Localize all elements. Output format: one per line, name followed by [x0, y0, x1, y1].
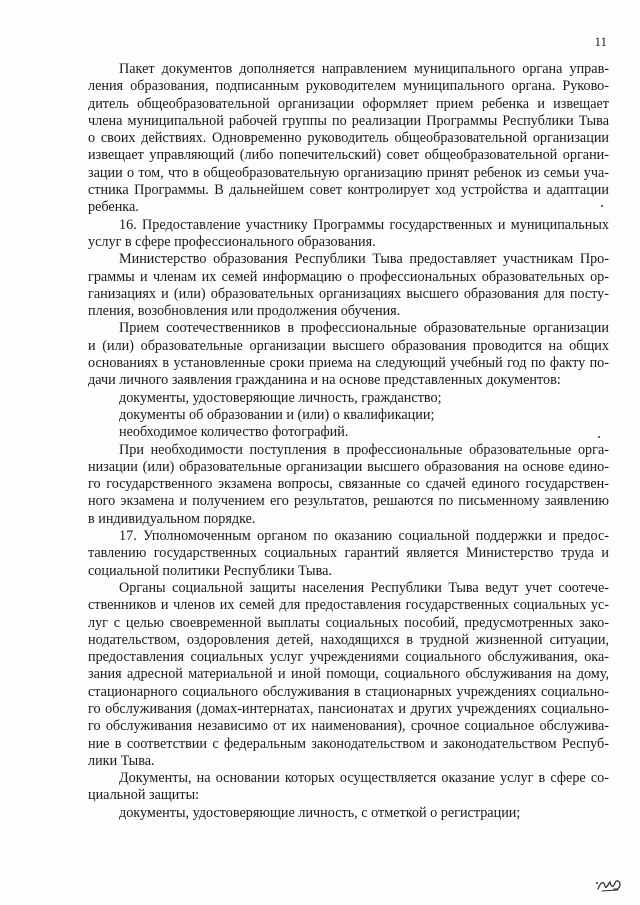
text-line: документы, удостоверяющие личность, с отметкой о регистрации;: [119, 804, 521, 821]
text-line: стационарного социального обслуживания в стационарных учреждениях социально-: [88, 683, 609, 700]
text-line: Органы социальной защиты населения Республики Тыва ведут учет соотече-: [119, 579, 609, 596]
text-line: граммы и членам их семей информацию о профессиональных образовательных ор-: [88, 268, 609, 285]
text-line: извещает управляющий (либо попечительский) совет общеобразовательной органи-: [88, 147, 609, 164]
text-line: Документы, на основании которых осуществляется оказание услуг в сфере со-: [119, 770, 609, 787]
text-line: Министерство образования Республики Тыва предоставляет участникам Про-: [119, 251, 609, 268]
text-line: При необходимости поступления в профессиональные образовательные орга-: [119, 441, 609, 458]
text-line: 16. Предоставление участнику Программы государственных и муниципальных: [119, 216, 609, 233]
text-line: 17. Уполномоченным органом по оказанию социальной поддержки и предос-: [119, 528, 609, 545]
text-line: члена муниципальной рабочей группы по реализации Программы Республики Тыва: [88, 112, 609, 129]
scan-speck: [598, 436, 600, 438]
text-line: социальной политики Республики Тыва.: [88, 562, 332, 579]
text-line: ственников и членов их семей для предоставления государственных социальных ус-: [88, 597, 609, 614]
text-line: о своих действиях. Одновременно руководитель общеобразовательной организации: [88, 130, 609, 147]
text-line: зации о том, что в общеобразовательную организацию принят ребенок из семьи уча-: [88, 164, 609, 181]
text-line: циальной защиты:: [88, 787, 200, 804]
text-line: предоставления социальных услуг учреждениями социального обслуживания, ока-: [88, 649, 609, 666]
text-line: го обслуживания (домах-интернатах, пансионатах и других учреждениях социально-: [88, 700, 609, 717]
text-line: необходимое количество фотографий.: [119, 424, 349, 441]
text-line: ние в соответствии с федеральным законодательством и законодательством Респуб-: [88, 735, 609, 752]
text-line: ления образования, подписанным руководителем муниципального органа. Руково-: [88, 78, 609, 95]
text-line: Прием соотечественников в профессиональные образовательные организации: [119, 320, 609, 337]
page-number: 11: [594, 34, 607, 49]
handwritten-mark: [596, 875, 624, 893]
text-line: ганизациях и (или) образовательных организациях высшего образования для посту-: [88, 285, 609, 302]
text-line: лики Тыва.: [88, 752, 155, 769]
text-line: ребенка.: [88, 199, 139, 216]
text-line: ного экзамена и получением его результатов, решаются по письменному заявлению: [88, 493, 609, 510]
text-line: зания адресной материальной и иной помощи, социального обслуживания на дому,: [88, 666, 609, 683]
text-line: тавлению государственных социальных гарантий является Министерство труда и: [88, 545, 609, 562]
text-line: Пакет документов дополняется направлением муниципального органа управ-: [119, 61, 609, 77]
text-line: в индивидуальном порядке.: [88, 510, 256, 527]
text-line: пления, возобновления или продолжения обучения.: [88, 303, 401, 320]
body-text: [88, 61, 609, 822]
text-line: низации (или) образовательные организации высшего образования на основе едино-: [88, 458, 609, 475]
text-line: го государственного экзамена вопросы, связанные со сдачей единого государствен-: [88, 476, 609, 493]
text-line: документы, удостоверяющие личность, гражданство;: [119, 389, 442, 406]
text-line: луг с целью своевременной выплаты социальных пособий, предусмотренных зако-: [88, 614, 609, 631]
text-line: и (или) образовательные организации высшего образования проводится на общих: [88, 337, 609, 354]
text-line: дитель общеобразовательной организации оформляет прием ребенка и извещает: [88, 95, 609, 112]
text-line: го обслуживания независимо от их наименования), срочное социальное обслужива-: [88, 718, 609, 735]
text-line: стника Программы. В дальнейшем совет контролирует ход устройства и адаптации: [88, 182, 609, 199]
text-line: дачи личного заявления гражданина и на основе представленных документов:: [88, 372, 561, 389]
text-line: нодательством, оздоровления детей, находящихся в трудной жизненной ситуации,: [88, 631, 609, 648]
text-line: документы об образовании и (или) о квалификации;: [119, 406, 435, 423]
text-line: услуг в сфере профессионального образования.: [88, 233, 376, 250]
text-line: основаниях в установленные сроки приема на следующий учебный год по факту по-: [88, 355, 609, 372]
scan-speck: [601, 205, 603, 207]
